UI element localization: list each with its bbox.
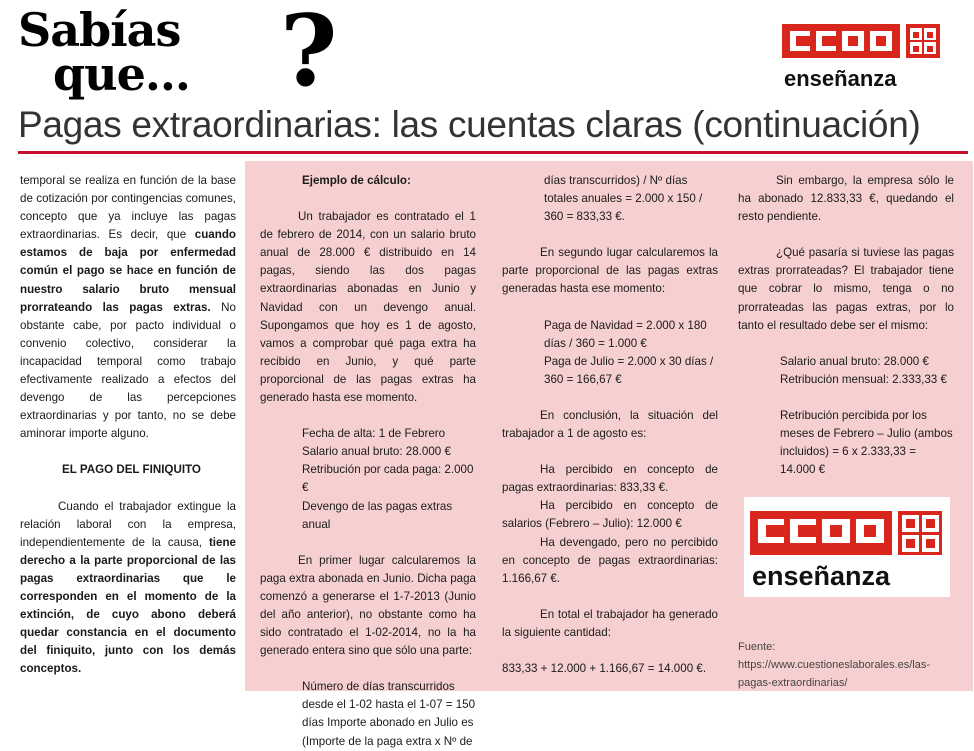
col1-p2-bold: tiene derecho a la parte proporcional de las pagas extraordinarias que le corresponden en el momento de la extinción, de cuyo abono deberá quedar constancia en el documento del finiquito, junto con los demás conceptos. bbox=[20, 535, 236, 676]
masthead bbox=[18, 0, 378, 109]
section-heading-finiquito: EL PAGO DEL FINIQUITO bbox=[62, 463, 201, 477]
col2-paragraph-1: Un trabajador es contratado el 1 de febrero de 2014, con un salario bruto anual de 28.000 € distribuido en 14 pagas, siendo las dos pagas extraordinarias abonadas en Junio y Navidad con un devengo anual. Supongamos que hoy es 1 de agosto, vamos a comprobar qué paga extra ha recibido en Junio, y qué parte proporcional de las pagas extras ha generado hasta ese momento. bbox=[260, 210, 476, 405]
col2-line-devengo: Devengo de las pagas extras anual bbox=[302, 499, 453, 531]
ccoo-logo-graphic bbox=[782, 24, 942, 94]
col4-retribucion-mensual: Retribución mensual: 2.333,33 € bbox=[780, 372, 947, 386]
kicker-question-mark: ? bbox=[280, 0, 338, 109]
col3-percibido-salarios: Ha percibido en concepto de salarios (Febrero – Julio): 12.000 € bbox=[502, 499, 718, 531]
col3-total-intro: En total el trabajador ha generado la siguiente cantidad: bbox=[502, 607, 718, 639]
col2-line-fecha: Fecha de alta: 1 de Febrero bbox=[302, 427, 446, 441]
col2-line-salario: Salario anual bruto: 28.000 € bbox=[302, 445, 451, 459]
col1-paragraph-1 bbox=[20, 172, 236, 443]
col3-paragraph-1: días transcurridos) / Nº días totales anuales = 2.000 x 150 / 360 = 833,33 €. bbox=[544, 174, 703, 224]
col1-paragraph-2 bbox=[20, 498, 236, 679]
col1-p1-bold: cuando estamos de baja por enfermedad común el pago se hace en función de nuestro salario bruto mensual prorrateando las pagas extras. bbox=[20, 228, 236, 314]
col1-p2-text: Cuando el trabajador extingue la relación laboral con la empresa, independientemente de la causa, bbox=[20, 499, 236, 549]
ccoo-logo-graphic-bottom bbox=[744, 497, 950, 597]
ccoo-ensenanza-logo bbox=[782, 24, 942, 94]
example-heading: Ejemplo de cálculo: bbox=[302, 174, 411, 187]
col4-paragraph-2: ¿Qué pasaría si tuviese las pagas extras prorrateadas? El trabajador tiene que cobrar lo mismo, tenga o no prorrateadas las pagas extras, por lo tanto el resultado debe ser el mismo: bbox=[738, 246, 954, 332]
column-2 bbox=[260, 172, 476, 751]
col1-p1-text: temporal se realiza en función de la base de cotización por contingencias comunes, concepto que ya incluye las pagas extraordinarias. Es decir, que bbox=[20, 174, 236, 242]
col3-percibido-pagas: Ha percibido en concepto de pagas extraordinarias: 833,33 €. bbox=[502, 463, 718, 495]
page-title: Pagas extraordinarias: las cuentas claras (continuación) bbox=[18, 104, 921, 145]
title-rule bbox=[18, 151, 968, 154]
col3-paga-julio: Paga de Julio = 2.000 x 30 días / 360 = 166,67 € bbox=[544, 354, 714, 386]
col3-total-sum: 833,33 + 12.000 + 1.166,67 = 14.000 €. bbox=[502, 661, 707, 675]
col2-paragraph-3: Número de días transcurridos desde el 1-02 hasta el 1-07 = 150 días Importe abonado en Julio es (Importe de la paga extra x Nº de bbox=[302, 680, 476, 748]
logo-subtitle: enseñanza bbox=[784, 66, 897, 91]
logo-subtitle-bottom: enseñanza bbox=[752, 561, 891, 591]
col4-paragraph-1: Sin embargo, la empresa sólo le ha abonado 12.833,33 €, quedando el resto pendiente. bbox=[738, 174, 954, 224]
col3-devengado: Ha devengado, pero no percibido en concepto de pagas extraordinarias: 1.166,67 €. bbox=[502, 535, 718, 585]
kicker-line1: Sabías bbox=[18, 3, 181, 57]
col4-retribucion-percibida: Retribución percibida por los meses de Febrero – Julio (ambos incluidos) = 6 x 2.333,33 = 14.000 € bbox=[780, 408, 953, 477]
column-4 bbox=[738, 172, 954, 479]
column-3 bbox=[502, 172, 718, 678]
col2-line-retribucion: Retribución por cada paga: 2.000 € bbox=[302, 463, 474, 495]
col1-p1-text-end: No obstante cabe, por pacto individual o convenio colectivo, considerar la incapacidad temporal como trabajo efectivamente realizado a efectos del devengo de las percepciones extraordinarias y por tanto, no se debe aminorar importe alguno. bbox=[20, 300, 236, 441]
col3-paga-navidad: Paga de Navidad = 2.000 x 180 días / 360 = 1.000 € bbox=[544, 318, 707, 350]
kicker-line2: que... bbox=[53, 47, 190, 101]
col2-paragraph-2: En primer lugar calcularemos la paga extra abonada en Junio. Dicha paga comenzó a generarse el 1-7-2013 (Junio del año anterior), no obstante como ha sido contratado el 1-02-2014, no la ha generado entera sino que sólo una parte: bbox=[260, 553, 476, 658]
column-1 bbox=[20, 172, 236, 678]
ccoo-ensenanza-logo-bottom bbox=[744, 497, 950, 597]
source-note: Fuente: https://www.cuestioneslaborales.es/las-pagas-extraordinarias/ bbox=[738, 641, 930, 689]
col3-paragraph-2: En segundo lugar calcularemos la parte proporcional de las pagas extras generadas hasta ese momento: bbox=[502, 246, 718, 296]
col3-paragraph-conclusion: En conclusión, la situación del trabajador a 1 de agosto es: bbox=[502, 408, 718, 441]
col4-salario-anual: Salario anual bruto: 28.000 € bbox=[780, 354, 929, 368]
